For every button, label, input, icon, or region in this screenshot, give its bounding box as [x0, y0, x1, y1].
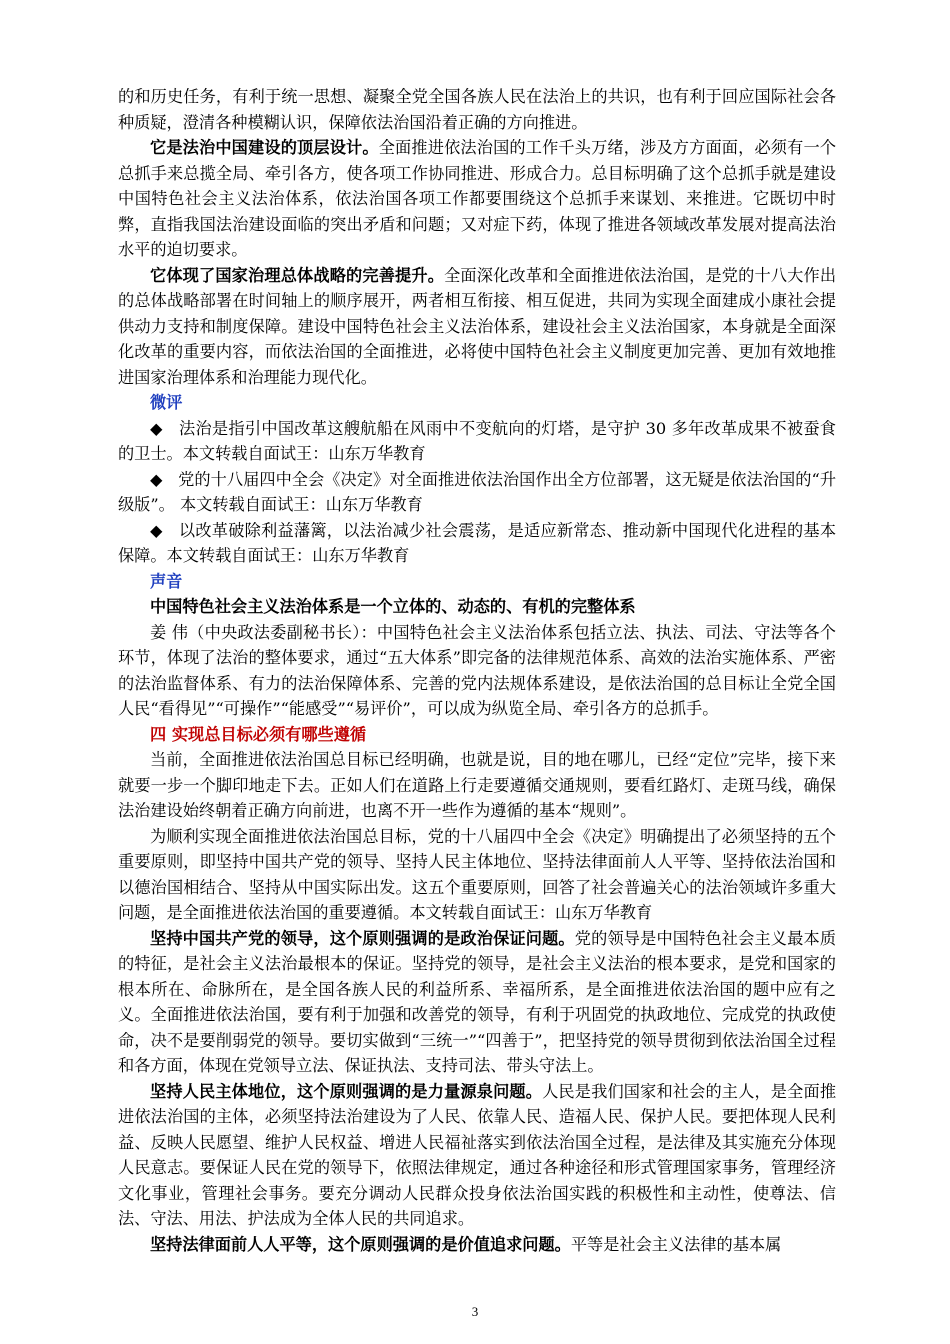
document-page: [118, 84, 836, 1257]
section-4-paragraph-3: [118, 926, 836, 1079]
shengyin-heading: 声音: [150, 571, 183, 591]
principle-3-body: 平等是社会主义法律的基本属: [570, 1234, 782, 1254]
paragraph-3-body: 全面深化改革和全面推进依法治国，是党的十八大作出的总体战略部署在时间轴上的顺序展开，两者相互衔接、相互促进，共同为实现全面建成小康社会提供动力支持和制度保障。建设中国特色社会主义法治体系，建设社会主义法治国家，本身就是全面深化改革的重要内容，而依法治国的全面推进，必将使中国特色社会主义制度更加完善、更加有效地推进国家治理体系和治理能力现代化。: [118, 265, 837, 387]
weiping-item-text: 以改革破除利益藩篱，以法治减少社会震荡，是适应新常态、推动新中国现代化进程的基本保障。本文转载自面试王：山东万华教育: [118, 520, 837, 565]
weiping-item-text: 党的十八届四中全会《决定》对全面推进依法治国作出全方位部署，这无疑是依法治国的“升级版”。 本文转载自面试王：山东万华教育: [118, 469, 837, 514]
page-number: 3: [471, 1304, 479, 1319]
principle-2-body: 人民是我们国家和社会的主人，是全面推进依法治国的主体，必须坚持法治建设为了人民、依靠人民、造福人民、保护人民。要把体现人民利益、反映人民愿望、维护人民权益、增进人民福祉落实到依法治国全过程，是法律及其实施充分体现人民意志。要保证人民在党的领导下，依照法律规定，通过各种途径和形式管理国家事务，管理经济文化事业，管理社会事务。要充分调动人民群众投身依法治国实践的积极性和主动性，使尊法、信法、守法、用法、护法成为全体人民的共同追求。: [118, 1081, 837, 1228]
paragraph-1: 的和历史任务，有利于统一思想、凝聚全党全国各族人民在法治上的共识，也有利于回应国际社会各种质疑，澄清各种模糊认识，保障依法治国沿着正确的方向推进。: [118, 87, 836, 132]
paragraph-2-lead: 它是法治中国建设的顶层设计。: [150, 138, 379, 157]
bullet-diamond-icon: ◆: [150, 520, 163, 540]
shengyin-title: 中国特色社会主义法治体系是一个立体的、动态的、有机的完整体系: [150, 597, 636, 616]
paragraph-2-body: 全面推进依法治国的工作千头万绪，涉及方方面面，必须有一个总抓手来总揽全局、牵引各方，使各项工作协同推进、形成合力。总目标明确了这个总抓手就是建设中国特色社会主义法治体系，依法治国各项工作都要围绕这个总抓手来谋划、来推进。它既切中时弊，直指我国法治建设面临的突出矛盾和问题；又对症下药，体现了推进各领域改革发展对提高法治水平的迫切要求。: [118, 138, 837, 259]
weiping-item-text: 法治是指引中国改革这艘航船在风雨中不变航向的灯塔，是守护 30 多年改革成果不被蚕食的卫士。本文转载自面试王：山东万华教育: [118, 418, 836, 463]
principle-2-lead: 坚持人民主体地位，这个原则强调的是力量源泉问题。: [150, 1081, 543, 1101]
section-4-paragraph-5: [118, 1232, 836, 1258]
paragraph-3: [118, 263, 836, 391]
section-4-paragraph-2: 为顺利实现全面推进依法治国总目标，党的十八届四中全会《决定》明确提出了必须坚持的五个重要原则，即坚持中国共产党的领导、坚持人民主体地位、坚持法律面前人人平等、坚持依法治国和以德治国相结合、坚持从中国实际出发。这五个重要原则，回答了社会普遍关心的法治领域许多重大问题，是全面推进依法治国的重要遵循。本文转载自面试王：山东万华教育: [118, 826, 836, 922]
principle-1-lead: 坚持中国共产党的领导，这个原则强调的是政治保证问题。: [150, 928, 575, 948]
weiping-item-1: [118, 416, 836, 467]
bullet-diamond-icon: ◆: [150, 469, 163, 489]
weiping-heading: 微评: [150, 393, 183, 412]
principle-1-body: 党的领导是中国特色社会主义最本质的特征，是社会主义法治最根本的保证。坚持党的领导，是社会主义法治的根本要求，是党和国家的根本所在、命脉所在，是全国各族人民的利益所系、幸福所系，是全面推进依法治国的题中应有之义。全面推进依法治国，要有利于加强和改善党的领导，有利于巩固党的执政地位、完成党的执政使命，决不是要削弱党的领导。要切实做到“三统一”“四善于”，把坚持党的领导贯彻到依法治国全过程和各方面，体现在党领导立法、保证执法、支持司法、带头守法上。: [118, 928, 837, 1075]
principle-3-lead: 坚持法律面前人人平等，这个原则强调的是价值追求问题。: [150, 1234, 571, 1254]
weiping-item-2: [118, 467, 836, 518]
weiping-item-3: [118, 518, 836, 569]
shengyin-body: 姜 伟（中央政法委副秘书长）：中国特色社会主义法治体系包括立法、执法、司法、守法等各个环节，体现了法治的整体要求，通过“五大体系”即完备的法律规范体系、高效的法治实施体系、严密的法治监督体系、有力的法治保障体系、完善的党内法规体系建设，是依法治国的总目标让全党全国人民“看得见”“可操作”“能感受”“易评价”，可以成为纵览全局、牵引各方的总抓手。: [118, 622, 836, 718]
section-4-heading: 四 实现总目标必须有哪些遵循: [150, 724, 367, 744]
section-4-paragraph-4: [118, 1079, 836, 1232]
paragraph-3-lead: 它体现了国家治理总体战略的完善提升。: [150, 265, 445, 285]
section-4-paragraph-1: 当前，全面推进依法治国总目标已经明确，也就是说，目的地在哪儿，已经“定位”完毕，接下来就要一步一个脚印地走下去。正如人们在道路上行走要遵循交通规则，要看红路灯、走斑马线，确保法治建设始终朝着正确方向前进，也离不开一些作为遵循的基本“规则”。: [118, 750, 836, 820]
bullet-diamond-icon: ◆: [150, 418, 163, 438]
paragraph-2: [118, 135, 836, 263]
